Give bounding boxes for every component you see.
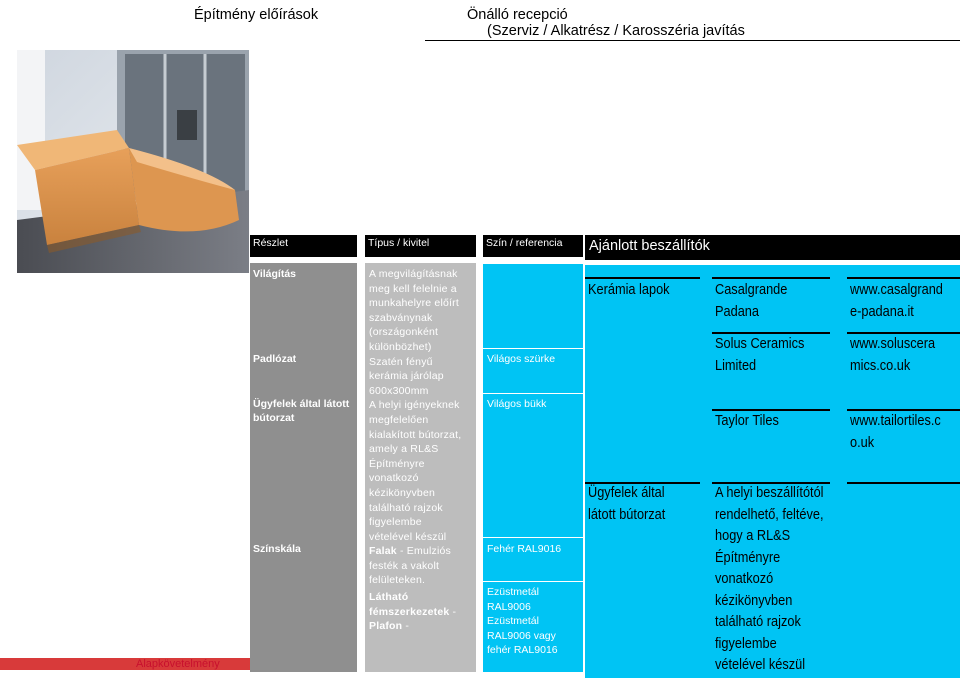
- text-line[interactable]: www.casalgrand: [850, 282, 943, 298]
- ceiling-label: Plafon: [369, 620, 403, 633]
- text-line: szabványnak: [369, 311, 433, 324]
- text-line: vételével készül: [369, 530, 447, 543]
- text-line: fehér RAL9016: [487, 644, 558, 657]
- metal-dash: -: [449, 605, 457, 618]
- suppliers-column: [585, 235, 960, 673]
- ceiling-text: [369, 619, 473, 634]
- walls-text: [369, 544, 473, 588]
- text-line: rendelhető, feltéve,: [715, 506, 824, 523]
- text-line: Taylor Tiles: [715, 413, 779, 429]
- text-line: A megvilágításnak: [369, 268, 458, 280]
- row-label-lighting: Világítás: [253, 268, 296, 280]
- type-column-body: [365, 263, 476, 672]
- text-line: figyelembe: [369, 516, 422, 529]
- row-label-color-scheme: Színskála: [253, 543, 301, 555]
- section-title: Önálló recepció: [467, 7, 568, 23]
- text-line: Építményre: [369, 457, 425, 470]
- metal-color: [487, 585, 583, 658]
- text-line: Ügyfelek által: [588, 485, 665, 501]
- requirement-label: Alapkövetelmény: [136, 658, 220, 670]
- row-divider: [483, 348, 583, 349]
- text-line: különbözhet): [369, 340, 432, 353]
- text-line: megfelelően: [369, 413, 429, 426]
- page-title: Építmény előírások: [194, 7, 319, 23]
- supplier-name-taylor: [715, 411, 779, 433]
- text-line: RAL9006 vagy: [487, 629, 556, 642]
- supplier-name-solus: [715, 334, 804, 377]
- supplier-name-local: [715, 483, 824, 677]
- divider: [585, 277, 700, 279]
- text-line[interactable]: www.soluscera: [850, 336, 936, 352]
- text-line: vonatkozó: [369, 472, 419, 485]
- lighting-type-text: [369, 267, 473, 634]
- text-line: Casalgrande: [715, 282, 788, 298]
- text-line: kerámia járólap: [369, 370, 444, 383]
- metal-label: Látható fémszerkezetek: [369, 591, 450, 618]
- furniture-color: Világos bükk: [487, 398, 547, 410]
- row-divider: [483, 537, 583, 538]
- supplier-web-solus[interactable]: [850, 334, 935, 377]
- divider: [712, 277, 830, 279]
- text-line[interactable]: o.uk: [850, 434, 875, 451]
- metal-text: [369, 590, 473, 619]
- text-line: Építményre: [715, 549, 781, 566]
- text-line: kézikönyvben: [369, 486, 436, 499]
- text-line: A helyi igényeknek: [369, 399, 460, 412]
- text-line: RAL9006: [487, 600, 531, 613]
- text-line: vonatkozó: [715, 571, 774, 587]
- column-header-suppliers: Ajánlott beszállítók: [585, 235, 960, 260]
- reception-desk-photo: [17, 50, 249, 273]
- text-line: látott bútorzat: [588, 506, 666, 523]
- divider: [847, 277, 960, 279]
- text-line: található rajzok: [369, 501, 443, 514]
- row-label-flooring: Padlózat: [253, 353, 297, 365]
- supplier-category-tiles: [588, 280, 670, 302]
- text-line: vételével készül: [715, 657, 806, 673]
- divider: [847, 482, 960, 484]
- text-line[interactable]: www.tailortiles.c: [850, 413, 941, 429]
- column-header-detail: Részlet: [250, 235, 357, 257]
- text-line: Solus Ceramics: [715, 336, 805, 352]
- walls-color: Fehér RAL9016: [487, 543, 562, 555]
- ceiling-dash: -: [402, 620, 410, 633]
- supplier-web-casalgrande[interactable]: [850, 280, 943, 323]
- text-line: Ezüstmetál: [487, 615, 539, 628]
- supplier-web-taylor[interactable]: [850, 411, 941, 454]
- text-line: meg kell felelnie a: [369, 282, 457, 295]
- text-line: Kerámia lapok: [588, 282, 670, 298]
- row-label-furniture: Ügyfelek által látott bútorzat: [253, 398, 350, 424]
- row-divider: [483, 263, 583, 264]
- detail-column-body: [250, 263, 357, 672]
- text-line[interactable]: e-padana.it: [850, 303, 914, 320]
- text-line: található rajzok: [715, 614, 801, 630]
- header-divider: [425, 40, 960, 41]
- text-line: 600x300mm: [369, 384, 429, 397]
- row-divider: [483, 393, 583, 394]
- text-line: figyelembe: [715, 635, 777, 652]
- text-line: Limited: [715, 357, 757, 374]
- color-column: [483, 235, 583, 657]
- text-line: Szatén fényű: [369, 355, 433, 368]
- text-line: amely a RL&S: [369, 443, 439, 456]
- text-line: kézikönyvben: [715, 592, 793, 609]
- text-line: hogy a RL&S: [715, 528, 791, 544]
- text-line: Ezüstmetál: [487, 586, 539, 598]
- text-line: munkahelyre előírt: [369, 297, 459, 310]
- suppliers-column-body: [585, 265, 960, 678]
- walls-desc: - Emulziós festék a vakolt felületeken.: [369, 545, 451, 587]
- detail-column: [250, 235, 357, 555]
- walls-label: Falak: [369, 545, 397, 558]
- supplier-category-furniture: [588, 483, 665, 526]
- column-header-color: Szín / referencia: [483, 235, 583, 257]
- text-line: A helyi beszállítótól: [715, 485, 824, 501]
- section-subtitle: (Szerviz / Alkatrész / Karosszéria javítás: [487, 23, 745, 39]
- text-line: kialakított bútorzat,: [369, 428, 462, 441]
- column-header-type: Típus / kivitel: [365, 235, 476, 257]
- row-divider: [483, 581, 583, 582]
- color-column-body: [483, 263, 583, 672]
- supplier-name-casalgrande: [715, 280, 787, 323]
- flooring-color: Világos szürke: [487, 353, 556, 365]
- text-line: (országonként: [369, 326, 439, 339]
- text-line[interactable]: mics.co.uk: [850, 357, 911, 374]
- type-column: [365, 235, 476, 633]
- text-line: Padana: [715, 303, 759, 320]
